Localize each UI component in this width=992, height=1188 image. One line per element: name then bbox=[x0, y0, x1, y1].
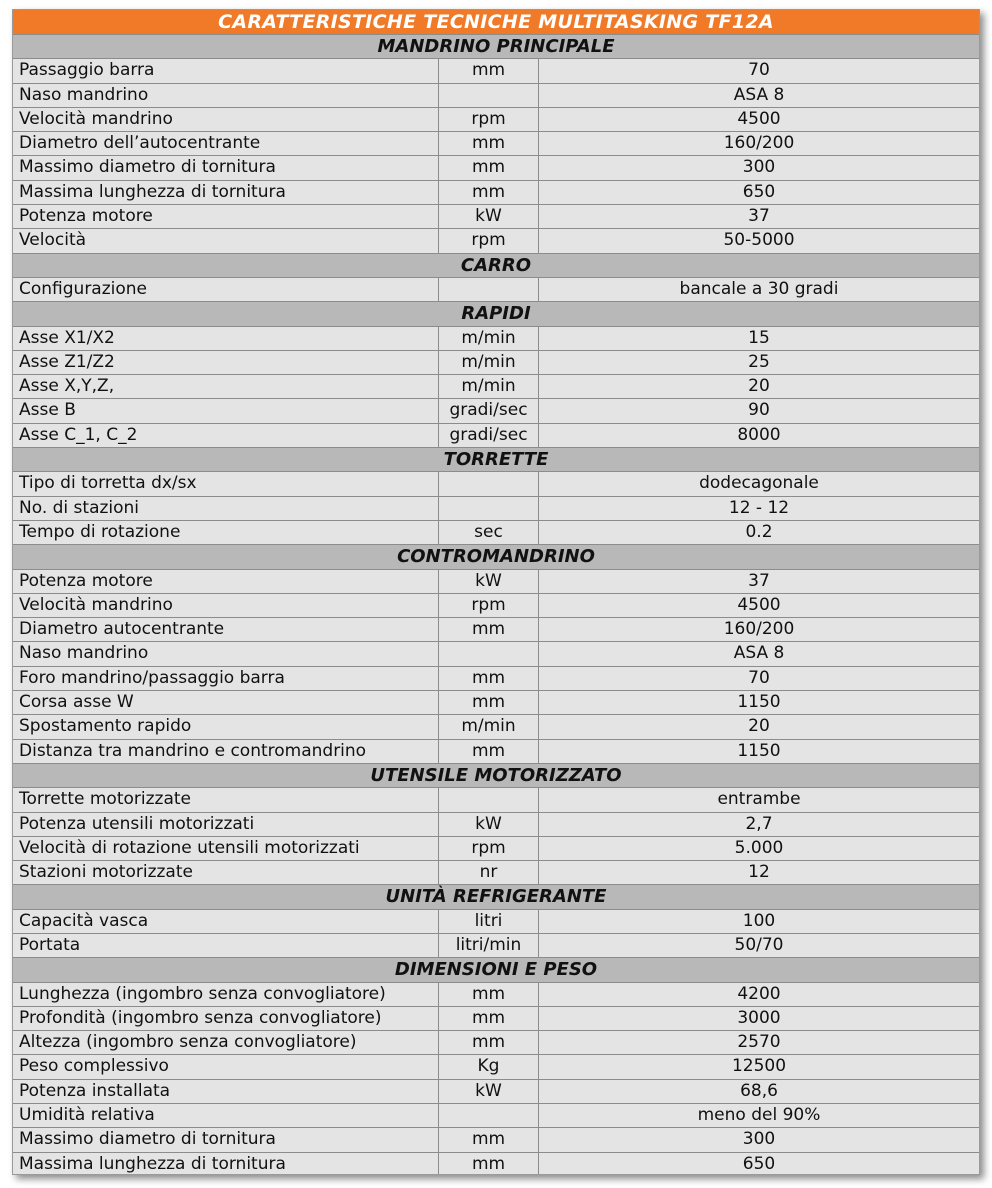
spec-value: 160/200 bbox=[723, 619, 795, 640]
spec-unit: mm bbox=[439, 1153, 539, 1175]
spec-unit bbox=[439, 497, 539, 520]
spec-value: 90 bbox=[748, 400, 770, 421]
spec-row bbox=[13, 813, 979, 837]
spec-value: 68,6 bbox=[740, 1080, 778, 1101]
spec-row bbox=[13, 278, 979, 302]
spec-row bbox=[13, 351, 979, 375]
spec-value: 300 bbox=[742, 1129, 776, 1150]
spec-value: 4200 bbox=[737, 983, 781, 1004]
spec-value: 2570 bbox=[737, 1032, 781, 1053]
spec-value: 160/200 bbox=[723, 133, 795, 154]
spec-row bbox=[13, 715, 979, 739]
spec-value: 4500 bbox=[737, 108, 781, 129]
spec-row bbox=[13, 521, 979, 545]
spec-row bbox=[13, 837, 979, 861]
spec-row bbox=[13, 229, 979, 253]
spec-value: 20 bbox=[748, 716, 770, 737]
section-header: TORRETTE bbox=[13, 448, 979, 472]
spec-value: 4500 bbox=[737, 594, 781, 615]
spec-value: 37 bbox=[748, 206, 770, 227]
spec-value: 70 bbox=[748, 60, 770, 81]
spec-unit: mm bbox=[439, 156, 539, 179]
spec-label: Asse X1/X2 bbox=[13, 327, 439, 350]
spec-unit: litri bbox=[439, 910, 539, 933]
section-header: UNITÀ REFRIGERANTE bbox=[13, 885, 979, 909]
spec-row bbox=[13, 1055, 979, 1079]
section-header: RAPIDI bbox=[13, 302, 979, 326]
spec-unit: mm bbox=[439, 1031, 539, 1054]
spec-row bbox=[13, 59, 979, 83]
spec-value: dodecagonale bbox=[699, 473, 819, 494]
spec-value: 12 - 12 bbox=[728, 497, 790, 518]
spec-row bbox=[13, 375, 979, 399]
spec-row bbox=[13, 1007, 979, 1031]
spec-value: 12500 bbox=[731, 1056, 787, 1077]
spec-row bbox=[13, 861, 979, 885]
spec-label: Potenza utensili motorizzati bbox=[13, 813, 439, 836]
spec-value: 20 bbox=[748, 376, 770, 397]
spec-row bbox=[13, 1104, 979, 1128]
spec-label: Torrette motorizzate bbox=[13, 788, 439, 811]
spec-label: Configurazione bbox=[13, 278, 439, 301]
spec-label: Stazioni motorizzate bbox=[13, 861, 439, 884]
spec-value: 2,7 bbox=[745, 813, 773, 834]
spec-label: Tempo di rotazione bbox=[13, 521, 439, 544]
spec-row bbox=[13, 181, 979, 205]
section-header: DIMENSIONI E PESO bbox=[13, 958, 979, 982]
sheet-title: CARATTERISTICHE TECNICHE MULTITASKING TF12A bbox=[13, 10, 979, 35]
spec-unit: mm bbox=[439, 1128, 539, 1151]
spec-label: Asse B bbox=[13, 399, 439, 422]
spec-row bbox=[13, 740, 979, 764]
spec-label: Peso complessivo bbox=[13, 1055, 439, 1078]
spec-unit: Kg bbox=[439, 1055, 539, 1078]
spec-label: Diametro autocentrante bbox=[13, 618, 439, 641]
spec-unit: kW bbox=[439, 205, 539, 228]
spec-value: 25 bbox=[748, 351, 770, 372]
spec-unit: mm bbox=[439, 181, 539, 204]
spec-unit bbox=[439, 1104, 539, 1127]
spec-value: 5.000 bbox=[734, 837, 784, 858]
spec-unit: sec bbox=[439, 521, 539, 544]
spec-row bbox=[13, 327, 979, 351]
spec-unit: m/min bbox=[439, 327, 539, 350]
spec-value: 300 bbox=[742, 157, 776, 178]
spec-unit: kW bbox=[439, 570, 539, 593]
spec-label: Massima lunghezza di tornitura bbox=[13, 181, 439, 204]
spec-unit: m/min bbox=[439, 351, 539, 374]
spec-unit: mm bbox=[439, 691, 539, 714]
spec-label: Foro mandrino/passaggio barra bbox=[13, 667, 439, 690]
spec-row bbox=[13, 642, 979, 666]
spec-unit: mm bbox=[439, 1007, 539, 1030]
spec-row bbox=[13, 1080, 979, 1104]
spec-label: Potenza motore bbox=[13, 205, 439, 228]
spec-row bbox=[13, 691, 979, 715]
spec-unit: mm bbox=[439, 983, 539, 1006]
spec-row bbox=[13, 1031, 979, 1055]
spec-value: 50/70 bbox=[734, 934, 784, 955]
spec-unit: rpm bbox=[439, 229, 539, 252]
spec-value: 15 bbox=[748, 327, 770, 348]
spec-sheet bbox=[12, 9, 980, 1175]
spec-unit: mm bbox=[439, 667, 539, 690]
spec-value: 1150 bbox=[737, 740, 781, 761]
spec-unit: mm bbox=[439, 59, 539, 82]
spec-value: ASA 8 bbox=[733, 643, 785, 664]
spec-label: Potenza motore bbox=[13, 570, 439, 593]
section-header: CONTROMANDRINO bbox=[13, 545, 979, 569]
spec-row bbox=[13, 1153, 979, 1175]
spec-unit: gradi/sec bbox=[439, 399, 539, 422]
spec-value: 8000 bbox=[737, 424, 781, 445]
spec-row bbox=[13, 983, 979, 1007]
spec-value: 100 bbox=[742, 910, 776, 931]
spec-sections bbox=[13, 35, 979, 1175]
spec-label: Passaggio barra bbox=[13, 59, 439, 82]
spec-label: Velocità di rotazione utensili motorizzati bbox=[13, 837, 439, 860]
spec-value: 650 bbox=[742, 181, 776, 202]
spec-row bbox=[13, 1128, 979, 1152]
spec-row bbox=[13, 108, 979, 132]
spec-label: Asse C_1, C_2 bbox=[13, 424, 439, 447]
spec-unit: litri/min bbox=[439, 934, 539, 957]
spec-row bbox=[13, 424, 979, 448]
spec-unit: mm bbox=[439, 740, 539, 763]
spec-label: Asse Z1/Z2 bbox=[13, 351, 439, 374]
spec-label: Profondità (ingombro senza convogliatore) bbox=[13, 1007, 439, 1030]
spec-unit: nr bbox=[439, 861, 539, 884]
spec-row bbox=[13, 570, 979, 594]
spec-row bbox=[13, 156, 979, 180]
spec-value: ASA 8 bbox=[733, 84, 785, 105]
spec-unit: rpm bbox=[439, 108, 539, 131]
spec-unit: m/min bbox=[439, 715, 539, 738]
section-header: MANDRINO PRINCIPALE bbox=[13, 35, 979, 59]
spec-label: Potenza installata bbox=[13, 1080, 439, 1103]
spec-label: Portata bbox=[13, 934, 439, 957]
spec-unit: mm bbox=[439, 618, 539, 641]
spec-label: Altezza (ingombro senza convogliatore) bbox=[13, 1031, 439, 1054]
spec-label: Velocità bbox=[13, 229, 439, 252]
spec-label: Corsa asse W bbox=[13, 691, 439, 714]
spec-unit bbox=[439, 788, 539, 811]
spec-value: entrambe bbox=[717, 789, 801, 810]
spec-label: Asse X,Y,Z, bbox=[13, 375, 439, 398]
spec-unit bbox=[439, 472, 539, 495]
spec-label: Diametro dell’autocentrante bbox=[13, 132, 439, 155]
spec-label: Velocità mandrino bbox=[13, 594, 439, 617]
spec-value: 70 bbox=[748, 667, 770, 688]
spec-label: Massima lunghezza di tornitura bbox=[13, 1153, 439, 1175]
spec-label: Lunghezza (ingombro senza convogliatore) bbox=[13, 983, 439, 1006]
spec-row bbox=[13, 594, 979, 618]
spec-row bbox=[13, 934, 979, 958]
spec-row bbox=[13, 667, 979, 691]
spec-row bbox=[13, 788, 979, 812]
spec-value: 37 bbox=[748, 570, 770, 591]
section-header: UTENSILE MOTORIZZATO bbox=[13, 764, 979, 788]
spec-value: 3000 bbox=[737, 1007, 781, 1028]
spec-row bbox=[13, 399, 979, 423]
spec-label: Capacità vasca bbox=[13, 910, 439, 933]
spec-value: bancale a 30 gradi bbox=[679, 278, 839, 299]
section-header: CARRO bbox=[13, 254, 979, 278]
spec-unit bbox=[439, 642, 539, 665]
spec-value: 1150 bbox=[737, 692, 781, 713]
spec-row bbox=[13, 84, 979, 108]
spec-unit: kW bbox=[439, 813, 539, 836]
spec-label: Massimo diametro di tornitura bbox=[13, 156, 439, 179]
spec-unit: gradi/sec bbox=[439, 424, 539, 447]
spec-row bbox=[13, 132, 979, 156]
spec-value: meno del 90% bbox=[697, 1105, 821, 1126]
spec-unit bbox=[439, 84, 539, 107]
spec-label: Massimo diametro di tornitura bbox=[13, 1128, 439, 1151]
spec-label: Naso mandrino bbox=[13, 84, 439, 107]
spec-row bbox=[13, 618, 979, 642]
spec-label: Spostamento rapido bbox=[13, 715, 439, 738]
spec-value: 12 bbox=[748, 862, 770, 883]
spec-label: Tipo di torretta dx/sx bbox=[13, 472, 439, 495]
spec-label: Umidità relativa bbox=[13, 1104, 439, 1127]
spec-unit: rpm bbox=[439, 594, 539, 617]
spec-value: 50-5000 bbox=[723, 230, 795, 251]
spec-unit: m/min bbox=[439, 375, 539, 398]
spec-value: 650 bbox=[742, 1153, 776, 1174]
spec-label: Velocità mandrino bbox=[13, 108, 439, 131]
spec-row bbox=[13, 910, 979, 934]
spec-label: Distanza tra mandrino e contromandrino bbox=[13, 740, 439, 763]
spec-label: No. di stazioni bbox=[13, 497, 439, 520]
spec-value: 0.2 bbox=[745, 521, 773, 542]
spec-row bbox=[13, 497, 979, 521]
spec-unit: rpm bbox=[439, 837, 539, 860]
spec-row bbox=[13, 205, 979, 229]
spec-label: Naso mandrino bbox=[13, 642, 439, 665]
spec-unit bbox=[439, 278, 539, 301]
spec-unit: kW bbox=[439, 1080, 539, 1103]
spec-row bbox=[13, 472, 979, 496]
spec-unit: mm bbox=[439, 132, 539, 155]
